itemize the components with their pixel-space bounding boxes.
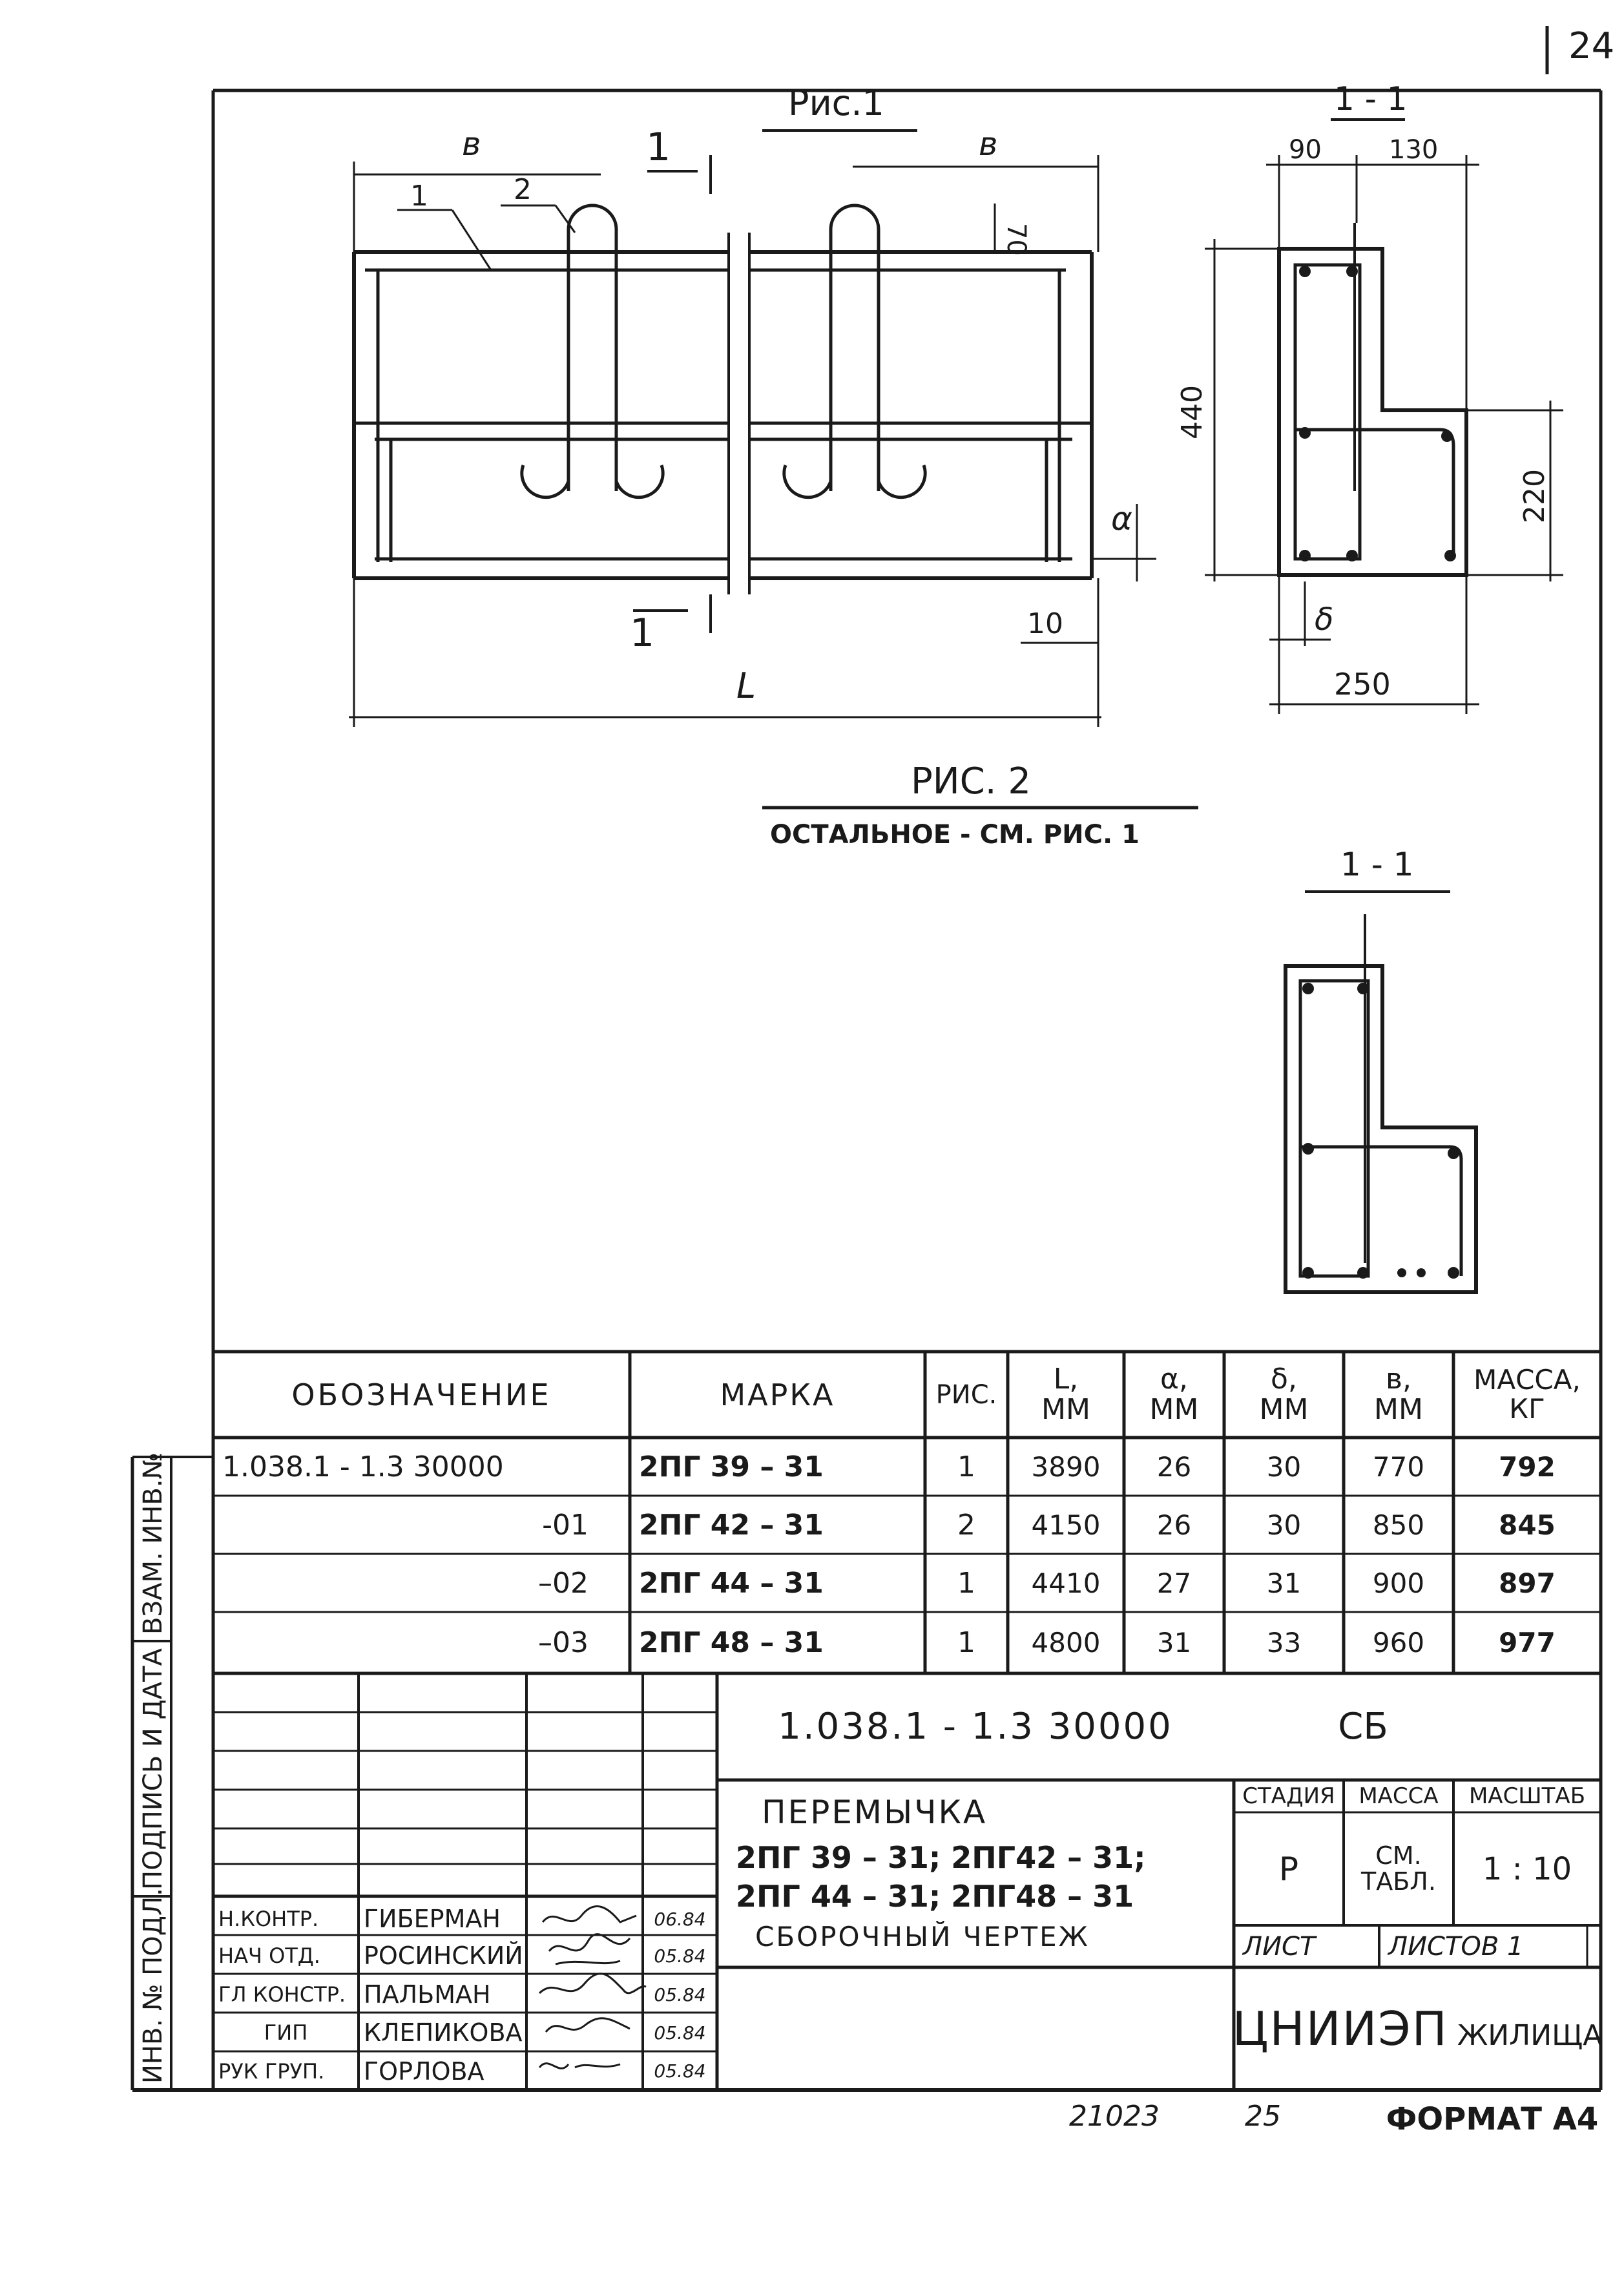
header-mass (1453, 1352, 1601, 1438)
sig-row-0-role: Н.КОНТР. (218, 1907, 319, 1931)
format-label: ФОРМАТ А4 (1386, 2101, 1599, 2137)
figure-2-title: РИС. 2 (911, 760, 1031, 802)
header-L-label: L, (1053, 1363, 1079, 1396)
dim-10: 10 (1027, 607, 1063, 640)
sig-row-3-role: ГИП (264, 2020, 308, 2045)
sig-row-0-date: 06.84 (654, 1908, 706, 1930)
table-row-2-a: 27 (1156, 1567, 1192, 1599)
header-a-unit: ММ (1149, 1392, 1199, 1426)
header-mass-unit: КГ (1509, 1392, 1545, 1425)
header-b-unit: ММ (1374, 1392, 1423, 1426)
header-mark: МАРКА (720, 1377, 835, 1412)
table-row-1-d: 30 (1266, 1509, 1302, 1541)
header-b-label: в, (1386, 1363, 1411, 1396)
sig-row-4-date: 05.84 (654, 2060, 706, 2082)
side-label-inv-podl: ИНВ. № ПОДЛ. (138, 1888, 168, 2084)
sig-row-4-role: РУК ГРУП. (218, 2058, 325, 2084)
table-row-1-a: 26 (1156, 1509, 1192, 1541)
sig-row-1-name: РОСИНСКИЙ (364, 1942, 523, 1970)
header-d (1224, 1352, 1344, 1438)
table-row-0-designation: 1.038.1 - 1.3 30000 (222, 1450, 504, 1483)
sig-row-2-date: 05.84 (654, 1984, 706, 2005)
leader-label-1: 1 (410, 180, 428, 213)
table-row-3-mark: 2ПГ 48 – 31 (639, 1626, 824, 1659)
header-a-label: α, (1160, 1363, 1188, 1396)
table-row-1-L: 4150 (1031, 1509, 1101, 1541)
table-row-3-b: 960 (1372, 1627, 1425, 1659)
section-mark-bottom: 1 (630, 611, 655, 656)
mass-value-line-2: ТАБЛ. (1361, 1867, 1436, 1896)
table-row-3-mass: 977 (1499, 1627, 1556, 1659)
figure-2-note: ОСТАЛЬНОЕ - СМ. РИС. 1 (770, 820, 1140, 850)
table-row-3-d: 33 (1266, 1627, 1302, 1659)
table-row-0-mark: 2ПГ 39 – 31 (639, 1450, 824, 1483)
header-L-unit: ММ (1041, 1392, 1090, 1426)
table-row-0-a: 26 (1156, 1450, 1192, 1483)
header-a (1124, 1352, 1224, 1438)
figure-1-title: Рис.1 (788, 83, 884, 123)
sig-row-2-name: ПАЛЬМАН (364, 1980, 491, 2009)
sig-row-1-role: НАЧ ОТД. (218, 1943, 320, 1968)
table-row-0-fig: 1 (957, 1450, 975, 1483)
table-row-1-mass: 845 (1499, 1509, 1556, 1541)
dim-220: 220 (1518, 469, 1551, 523)
dim-250: 250 (1334, 667, 1391, 702)
mass-label: МАССА (1359, 1783, 1439, 1809)
table-row-1-designation: -01 (542, 1508, 588, 1542)
dim-b-right: в (979, 125, 998, 163)
product-name: ПЕРЕМЫЧКА (762, 1794, 988, 1831)
header-L (1008, 1352, 1124, 1438)
dim-130: 130 (1389, 135, 1439, 165)
table-row-3-designation: –03 (538, 1626, 588, 1659)
sig-row-2-role: ГЛ КОНСТР. (218, 1982, 346, 2007)
dim-L: L (736, 665, 756, 706)
organization-suffix: ЖИЛИЩА (1457, 2018, 1603, 2052)
table-row-2-b: 900 (1372, 1567, 1425, 1599)
figure-1 (349, 83, 1156, 727)
sheets-label: ЛИСТОВ 1 (1388, 1931, 1524, 1962)
table-row-2-mark: 2ПГ 44 – 31 (639, 1566, 824, 1600)
dim-440: 440 (1176, 385, 1209, 439)
dim-b-left: в (462, 125, 481, 163)
section-mark-top: 1 (646, 125, 671, 170)
scale-value: 1 : 10 (1482, 1850, 1572, 1887)
sig-row-0-name: ГИБЕРМАН (364, 1905, 501, 1933)
drawing-type: СБОРОЧНЫЙ ЧЕРТЕЖ (755, 1921, 1090, 1952)
dim-70: 70 (1001, 223, 1031, 256)
section-1-1-fig1 (1176, 80, 1563, 714)
table-row-1-mark: 2ПГ 42 – 31 (639, 1508, 824, 1542)
stage-label: СТАДИЯ (1242, 1783, 1335, 1809)
table-row-0-mass: 792 (1499, 1450, 1556, 1483)
organization-name: ЦНИИЭП (1232, 2002, 1448, 2056)
table-row-1-b: 850 (1372, 1509, 1425, 1541)
figure-2-section-title: 1 - 1 (1340, 846, 1414, 883)
dim-90: 90 (1289, 135, 1322, 165)
marks-line-2: 2ПГ 44 – 31; 2ПГ48 – 31 (736, 1879, 1134, 1914)
inventory-number: 21023 (1069, 2099, 1160, 2133)
sig-row-3-date: 05.84 (654, 2022, 706, 2044)
header-d-label: δ, (1271, 1363, 1297, 1396)
sig-row-1-date: 05.84 (654, 1945, 706, 1967)
figure-2 (762, 760, 1476, 1292)
header-d-unit: ММ (1259, 1392, 1309, 1426)
side-label-vzam-inv: ВЗАМ. ИНВ.№ (138, 1452, 168, 1635)
table-row-0-d: 30 (1266, 1450, 1302, 1483)
table-row-1-fig: 2 (957, 1508, 975, 1542)
table-row-2-fig: 1 (957, 1566, 975, 1600)
table-row-0-L: 3890 (1031, 1450, 1101, 1483)
header-mass-label: МАССА, (1473, 1364, 1581, 1396)
table-row-2-L: 4410 (1031, 1567, 1101, 1599)
header-fig: РИС. (935, 1379, 997, 1410)
side-label-signature-date: ПОДПИСЬ И ДАТА (138, 1648, 168, 1890)
header-b (1344, 1352, 1453, 1438)
leader-label-2: 2 (514, 173, 532, 206)
dim-delta: δ (1315, 602, 1334, 638)
mass-value-line-1: СМ. (1375, 1841, 1422, 1870)
mass-value (1344, 1812, 1453, 1925)
copy-number: 25 (1245, 2099, 1281, 2133)
header-designation: ОБОЗНАЧЕНИЕ (291, 1377, 552, 1412)
table-row-2-mass: 897 (1499, 1567, 1556, 1599)
table-row-0-b: 770 (1372, 1450, 1425, 1483)
doc-type: СБ (1338, 1706, 1388, 1748)
table-row-2-d: 31 (1266, 1567, 1302, 1599)
table-row-2-designation: –02 (538, 1566, 588, 1600)
sig-row-3-name: КЛЕПИКОВА (364, 2018, 523, 2047)
stage-value: Р (1278, 1850, 1299, 1888)
table-row-3-fig: 1 (957, 1626, 975, 1659)
table-row-3-a: 31 (1156, 1627, 1192, 1659)
page-number: 24 (1568, 25, 1615, 67)
sheet-label: ЛИСТ (1243, 1931, 1316, 1962)
handwritten-signatures (539, 1907, 646, 2069)
sig-row-4-name: ГОРЛОВА (364, 2057, 484, 2086)
marks-line-1: 2ПГ 39 – 31; 2ПГ42 – 31; (736, 1840, 1146, 1875)
section-1-title: 1 - 1 (1334, 80, 1408, 118)
scale-label: МАСШТАБ (1468, 1783, 1586, 1809)
doc-code: 1.038.1 - 1.3 30000 (778, 1706, 1173, 1748)
table-row-3-L: 4800 (1031, 1627, 1101, 1659)
dim-a: α (1111, 500, 1132, 538)
organization (1234, 1967, 1601, 2090)
